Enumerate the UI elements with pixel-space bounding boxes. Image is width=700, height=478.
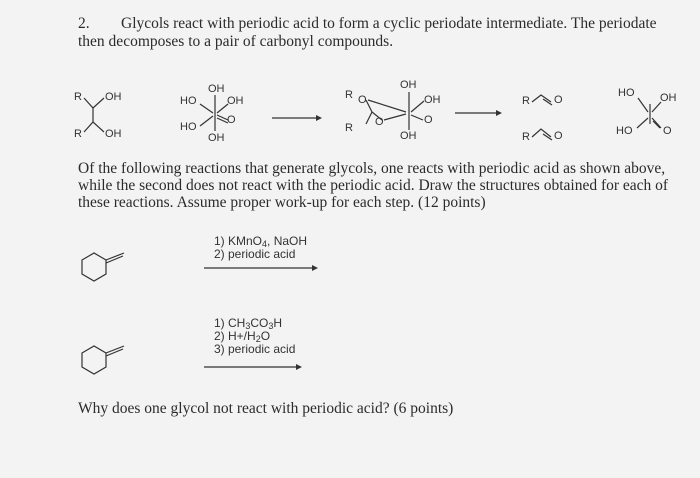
svg-text:O: O bbox=[358, 94, 367, 106]
svg-text:OH: OH bbox=[400, 79, 417, 91]
svg-text:O: O bbox=[663, 125, 672, 137]
svg-text:HO: HO bbox=[180, 95, 197, 107]
svg-text:OH: OH bbox=[208, 132, 225, 144]
body-line-2: while the second does not react with the periodic acid. Draw the structures obtained for each of bbox=[78, 177, 669, 194]
svg-text:OH: OH bbox=[208, 83, 225, 95]
cyclic-periodate-intermediate bbox=[345, 79, 441, 142]
question-number: 2. bbox=[78, 15, 90, 32]
reaction-2-conditions: 1) $CH_3CO_3H$ 2) $H+/H_2O$ 3) periodic acid bbox=[214, 316, 296, 356]
svg-text:R: R bbox=[74, 128, 82, 140]
svg-text:O: O bbox=[424, 114, 433, 126]
svg-text:O: O bbox=[554, 130, 563, 142]
periodic-acid-structure bbox=[180, 83, 244, 144]
carbonyl-products bbox=[522, 94, 563, 143]
svg-text:OH: OH bbox=[424, 94, 441, 106]
svg-text:O: O bbox=[554, 94, 563, 106]
svg-text:O: O bbox=[227, 114, 236, 126]
svg-text:R: R bbox=[74, 91, 82, 103]
svg-text:HO: HO bbox=[618, 87, 635, 99]
svg-text:HO: HO bbox=[180, 121, 197, 133]
body-line-1: Of the following reactions that generate glycols, one reacts with periodic acid as shown above, bbox=[78, 160, 666, 177]
reaction-1-arrow bbox=[204, 264, 319, 272]
intro-line-2: then decomposes to a pair of carbonyl compounds. bbox=[78, 33, 394, 50]
svg-text:R: R bbox=[345, 89, 353, 101]
svg-text:OH: OH bbox=[105, 128, 122, 140]
svg-text:OH: OH bbox=[105, 91, 122, 103]
svg-text:HO: HO bbox=[616, 125, 633, 137]
body-line-3: these reactions. Assume proper work-up for each step. (12 points) bbox=[78, 194, 486, 211]
reaction-2-arrow bbox=[204, 363, 304, 371]
svg-text:OH: OH bbox=[400, 130, 417, 142]
svg-text:R: R bbox=[522, 131, 530, 143]
glycol-structure bbox=[74, 91, 122, 140]
svg-text:O: O bbox=[375, 116, 384, 128]
methylenecyclohexane-2 bbox=[72, 338, 132, 383]
svg-text:R: R bbox=[345, 122, 353, 134]
final-question: Why does one glycol not react with periodic acid? (6 points) bbox=[78, 400, 454, 417]
iodic-acid-product bbox=[616, 87, 677, 137]
svg-text:OH: OH bbox=[227, 95, 244, 107]
reaction-1-conditions: 1) KMnO$_4$, NaOH 2) periodic acid bbox=[214, 234, 308, 261]
intro-line-1: Glycols react with periodic acid to form a cyclic periodate intermediate. The periodate bbox=[121, 15, 657, 32]
methylenecyclohexane-1 bbox=[72, 245, 132, 290]
svg-text:R: R bbox=[522, 95, 530, 107]
svg-text:OH: OH bbox=[660, 92, 677, 104]
